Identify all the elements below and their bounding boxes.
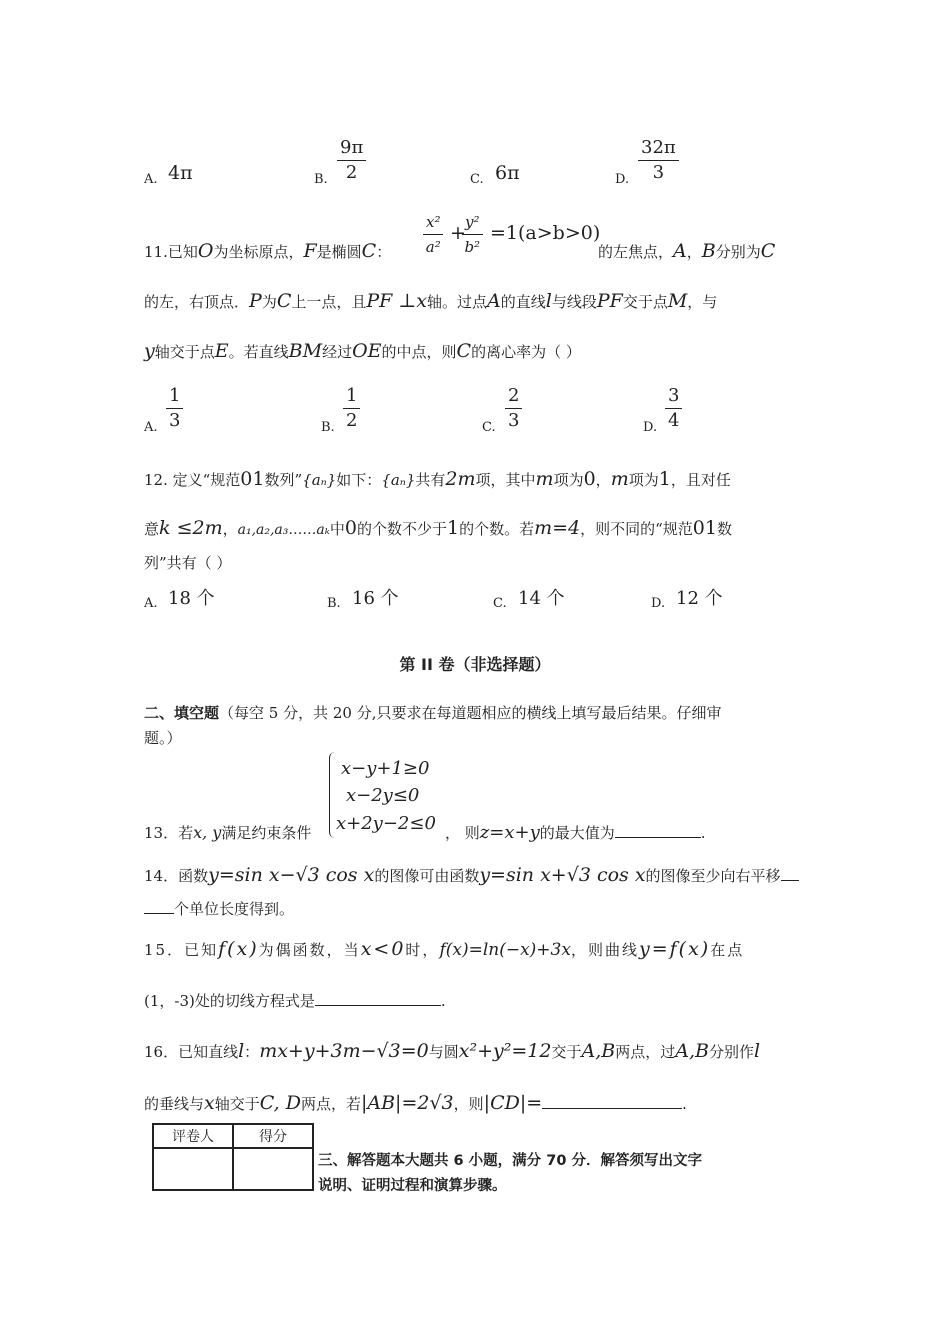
q12-line3: 列”共有（ ） (144, 554, 232, 572)
grader-reviewer-cell[interactable] (153, 1148, 233, 1190)
q13-objective: ， 则z=x+y的最大值为 . (445, 822, 706, 843)
q12-option-c-label: C. (493, 596, 507, 611)
section-3-line2: 说明、证明过程和演算步骤。 (318, 1178, 507, 1194)
q12-option-d-value: 12 个 (676, 588, 723, 609)
q11-option-d-label: D. (643, 420, 658, 435)
q11-plus: + (450, 222, 466, 244)
section-3-line1: 三、解答题本大题共 6 小题，满分 70 分．解答须写出文字 (318, 1153, 702, 1169)
q12-line1: 12. 定义“规范01数列”{aₙ}如下：{aₙ}共有2m项，其中m项为0，m项为1，且对任 (144, 468, 731, 490)
section-2-title: 第 II 卷（非选择题） (399, 655, 551, 674)
q11-option-d-fraction: $\frac{3}{4}$ (665, 384, 682, 433)
q10-option-c-value: 6π (495, 162, 520, 184)
q15-answer-blank[interactable] (315, 1005, 441, 1006)
q11-option-a-fraction: $\frac{1}{3}$ (166, 384, 183, 433)
q11-option-b-fraction: $\frac{1}{2}$ (343, 384, 360, 433)
q12-option-a-value: 18 个 (168, 588, 215, 609)
q11-option-c-fraction: $\frac{2}{3}$ (505, 384, 522, 433)
grader-table (152, 1123, 314, 1191)
q12-option-d-label: D. (651, 596, 666, 611)
fill-in-header-line2: 题。） (144, 729, 182, 747)
q11-option-b-label: B. (321, 420, 335, 435)
q12-option-c-value: 14 个 (518, 588, 565, 609)
q12-option-a-label: A. (144, 596, 158, 611)
fill-in-header: 二、填空题（每空 5 分，共 20 分,只要求在每道题相应的横线上填写最后结果。仔细审 (144, 704, 722, 722)
q13-constraint-2: x−2y≤0 (346, 785, 420, 806)
q14-answer-blank-part1[interactable] (781, 880, 799, 881)
q10-option-b-label: B. (314, 172, 328, 187)
q14-answer-blank-part2[interactable] (144, 913, 174, 914)
q14-line1: 14．函数y=sin x−√3 cos x的图像可由函数y=sin x+√3 cos x的图像至少向右平移 (144, 864, 799, 886)
q13-constraint-1: x−y+1≥0 (341, 758, 430, 779)
q16-line1: 16．已知直线l：mx+y+3m−√3=0与圆x²+y²=12交于A,B两点，过A,B分别作l (144, 1040, 761, 1062)
q10-option-b-fraction: $\frac{9\pi}{2}$ (337, 136, 366, 185)
q15-line1: 15．已知f(x)为偶函数，当x<0时，f(x)=ln(−x)+3x，则曲线y=f(x)在点 (144, 938, 745, 960)
q14-line2: 个单位长度得到。 (144, 898, 294, 919)
q11-line1: 11.已知O为坐标原点，F是椭圆C： (144, 240, 392, 262)
q11-ellipse-eq: =1(a>b>0) (490, 222, 601, 244)
q12-option-b-label: B. (327, 596, 341, 611)
q13-answer-blank[interactable] (615, 837, 701, 838)
q11-ellipse-frac-x: $\frac{\text{x²}}{\text{a²}}$ (423, 210, 443, 259)
q10-option-c-label: C. (470, 172, 484, 187)
grader-col-score: 得分 (233, 1124, 313, 1148)
q11-option-c-label: C. (482, 420, 496, 435)
q10-option-a-value: 4π (168, 162, 193, 184)
q12-line2: 意k ≤2m，a₁,a₂,a₃……aₖ中0的个数不少于1的个数。若m=4，则不同的“规范01数 (144, 517, 732, 539)
q11-ellipse-frac-y: $\frac{\text{y²}}{\text{b²}}$ (462, 210, 483, 259)
q10-option-d-label: D. (615, 172, 630, 187)
constraint-brace (329, 752, 336, 838)
q11-line1-tail: 的左焦点，A，B分别为C (598, 240, 776, 262)
q12-option-b-value: 16 个 (352, 588, 399, 609)
q11-line2: 的左，右顶点．P为C上一点，且PF ⊥x轴。过点A的直线l与线段PF交于点M，与 (144, 290, 718, 312)
q11-option-a-label: A. (144, 420, 158, 435)
grader-col-reviewer: 评卷人 (153, 1124, 233, 1148)
q11-line3: y轴交于点E。若直线BM经过OE的中点，则C的离心率为（ ） (144, 340, 581, 362)
q10-option-d-fraction: $\frac{32\pi}{3}$ (638, 136, 679, 185)
q16-line2: 的垂线与x轴交于C, D两点，若|AB|=2√3，则|CD|= . (144, 1092, 687, 1114)
q13-constraint-3: x+2y−2≤0 (336, 813, 436, 834)
q13-prefix: 13．若x, y满足约束条件 (144, 823, 312, 842)
q16-answer-blank[interactable] (542, 1108, 682, 1109)
q15-line2: (1，-3)处的切线方程式是 . (144, 992, 446, 1010)
q10-option-a-label: A. (144, 172, 158, 187)
grader-score-cell[interactable] (233, 1148, 313, 1190)
